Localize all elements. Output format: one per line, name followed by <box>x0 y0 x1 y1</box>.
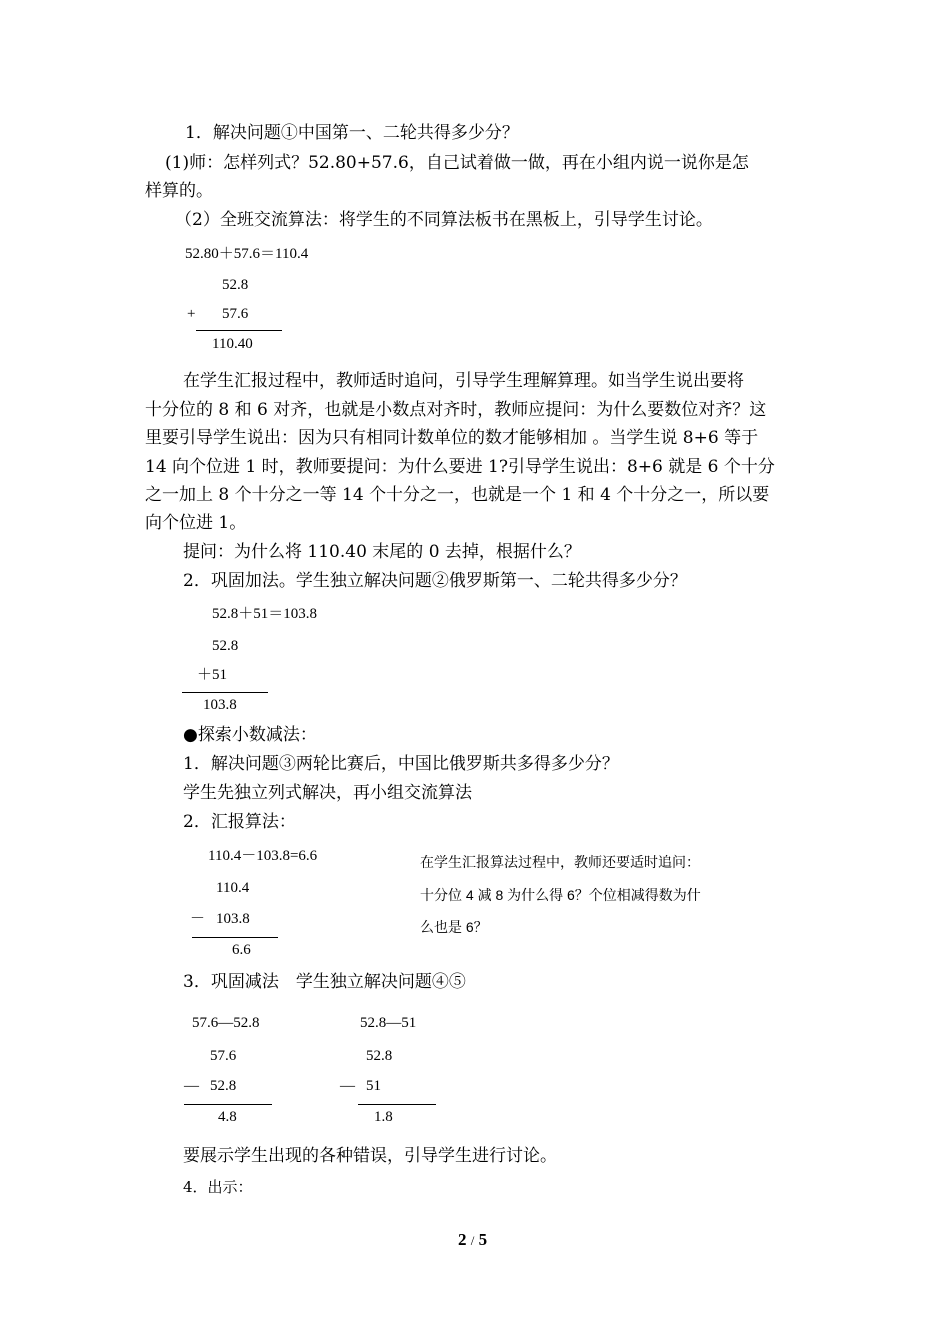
calc4-operator: — <box>184 1078 199 1094</box>
page-number <box>458 1230 487 1250</box>
teacher-prompt-line-1: (1)师：怎样列式？52.80+57.6，自己试着做一做，再在小组内说一说你是怎 <box>165 153 749 173</box>
consolidate-addition: 2．巩固加法。学生独立解决问题②俄罗斯第一、二轮共得多少分？ <box>183 571 687 591</box>
explain-line-3: 里要引导学生说出：因为只有相同计数单位的数才能够相加 。当学生说 8+6 等于 <box>145 428 759 448</box>
calc5-top: 52.8 <box>366 1048 393 1064</box>
calc2-result: 103.8 <box>203 697 237 713</box>
calc5-result: 1.8 <box>374 1109 393 1125</box>
page-separator: / <box>470 1233 475 1248</box>
sub-step-1-note: 学生先独立列式解决，再小组交流算法 <box>183 783 472 803</box>
calc4-rule <box>184 1104 272 1105</box>
explain-line-5: 之一加上 8 个十分之一等 14 个十分之一，也就是一个 1 和 4 个十分之一，所以要 <box>145 485 770 505</box>
calc3-equation: 110.4－103.8=6.6 <box>208 848 318 864</box>
teacher-note-line-2: 十分位 4 减 8 为什么得 6？个位相减得数为什 <box>420 887 701 903</box>
explore-subtraction-heading: ●探索小数减法： <box>183 725 317 745</box>
calc3-result: 6.6 <box>232 942 251 958</box>
calc1-top: 52.8 <box>222 277 249 293</box>
sub-step-2: 2．汇报算法： <box>183 812 296 832</box>
calc2-rule <box>182 692 268 693</box>
calc4-equation: 57.6—52.8 <box>192 1015 260 1031</box>
calc5-operator: — <box>340 1078 355 1094</box>
zero-question: 提问：为什么将 110.40 末尾的 0 去掉，根据什么？ <box>183 542 581 562</box>
step-1-question: 1．解决问题①中国第一、二轮共得多少分？ <box>185 123 519 143</box>
calc5-equation: 52.8—51 <box>360 1015 417 1031</box>
teacher-note-line-1: 在学生汇报算法过程中，教师还要适时追问： <box>420 854 700 870</box>
teacher-note-line-3: 么也是 6？ <box>420 919 488 935</box>
calc3-rule <box>192 937 278 938</box>
explain-line-6: 向个位进 1。 <box>145 513 247 533</box>
page-current: 2 <box>458 1230 467 1249</box>
calc5-second: 51 <box>366 1078 381 1094</box>
show-errors-note: 要展示学生出现的各种错误，引导学生进行讨论。 <box>183 1146 557 1166</box>
calc4-second: 52.8 <box>210 1078 237 1094</box>
calc3-top: 110.4 <box>216 880 250 896</box>
page-total: 5 <box>478 1230 488 1249</box>
class-discussion: （2）全班交流算法：将学生的不同算法板书在黑板上，引导学生讨论。 <box>175 210 713 230</box>
calc1-rule <box>196 330 282 331</box>
calc3-operator: － <box>190 911 206 927</box>
calc5-rule <box>358 1104 436 1105</box>
calc2-equation: 52.8＋51＝103.8 <box>212 606 318 622</box>
calc2-second: ＋51 <box>197 667 228 683</box>
calc1-second: 57.6 <box>222 306 249 322</box>
explain-line-1: 在学生汇报过程中，教师适时追问，引导学生理解算理。如当学生说出要将 <box>183 371 744 391</box>
calc3-second: 103.8 <box>216 911 250 927</box>
sub-step-3: 3．巩固减法 学生独立解决问题④⑤ <box>183 972 466 992</box>
calc1-equation: 52.80＋57.6＝110.4 <box>185 246 309 262</box>
calc4-top: 57.6 <box>210 1048 237 1064</box>
explain-line-2: 十分位的 8 和 6 对齐，也就是小数点对齐时，教师应提问：为什么要数位对齐？这 <box>145 400 767 420</box>
explain-line-4: 14 向个位进 1 时，教师要提问：为什么要进 1?引导学生说出：8+6 就是 6 个十分 <box>145 457 775 477</box>
sub-step-4: 4．出示： <box>183 1178 253 1196</box>
sub-step-1: 1．解决问题③两轮比赛后，中国比俄罗斯共多得多少分？ <box>183 754 619 774</box>
calc2-top: 52.8 <box>212 638 239 654</box>
calc1-result: 110.40 <box>212 336 253 352</box>
calc1-operator: + <box>187 306 196 322</box>
teacher-prompt-line-2: 样算的。 <box>145 181 213 201</box>
calc4-result: 4.8 <box>218 1109 237 1125</box>
